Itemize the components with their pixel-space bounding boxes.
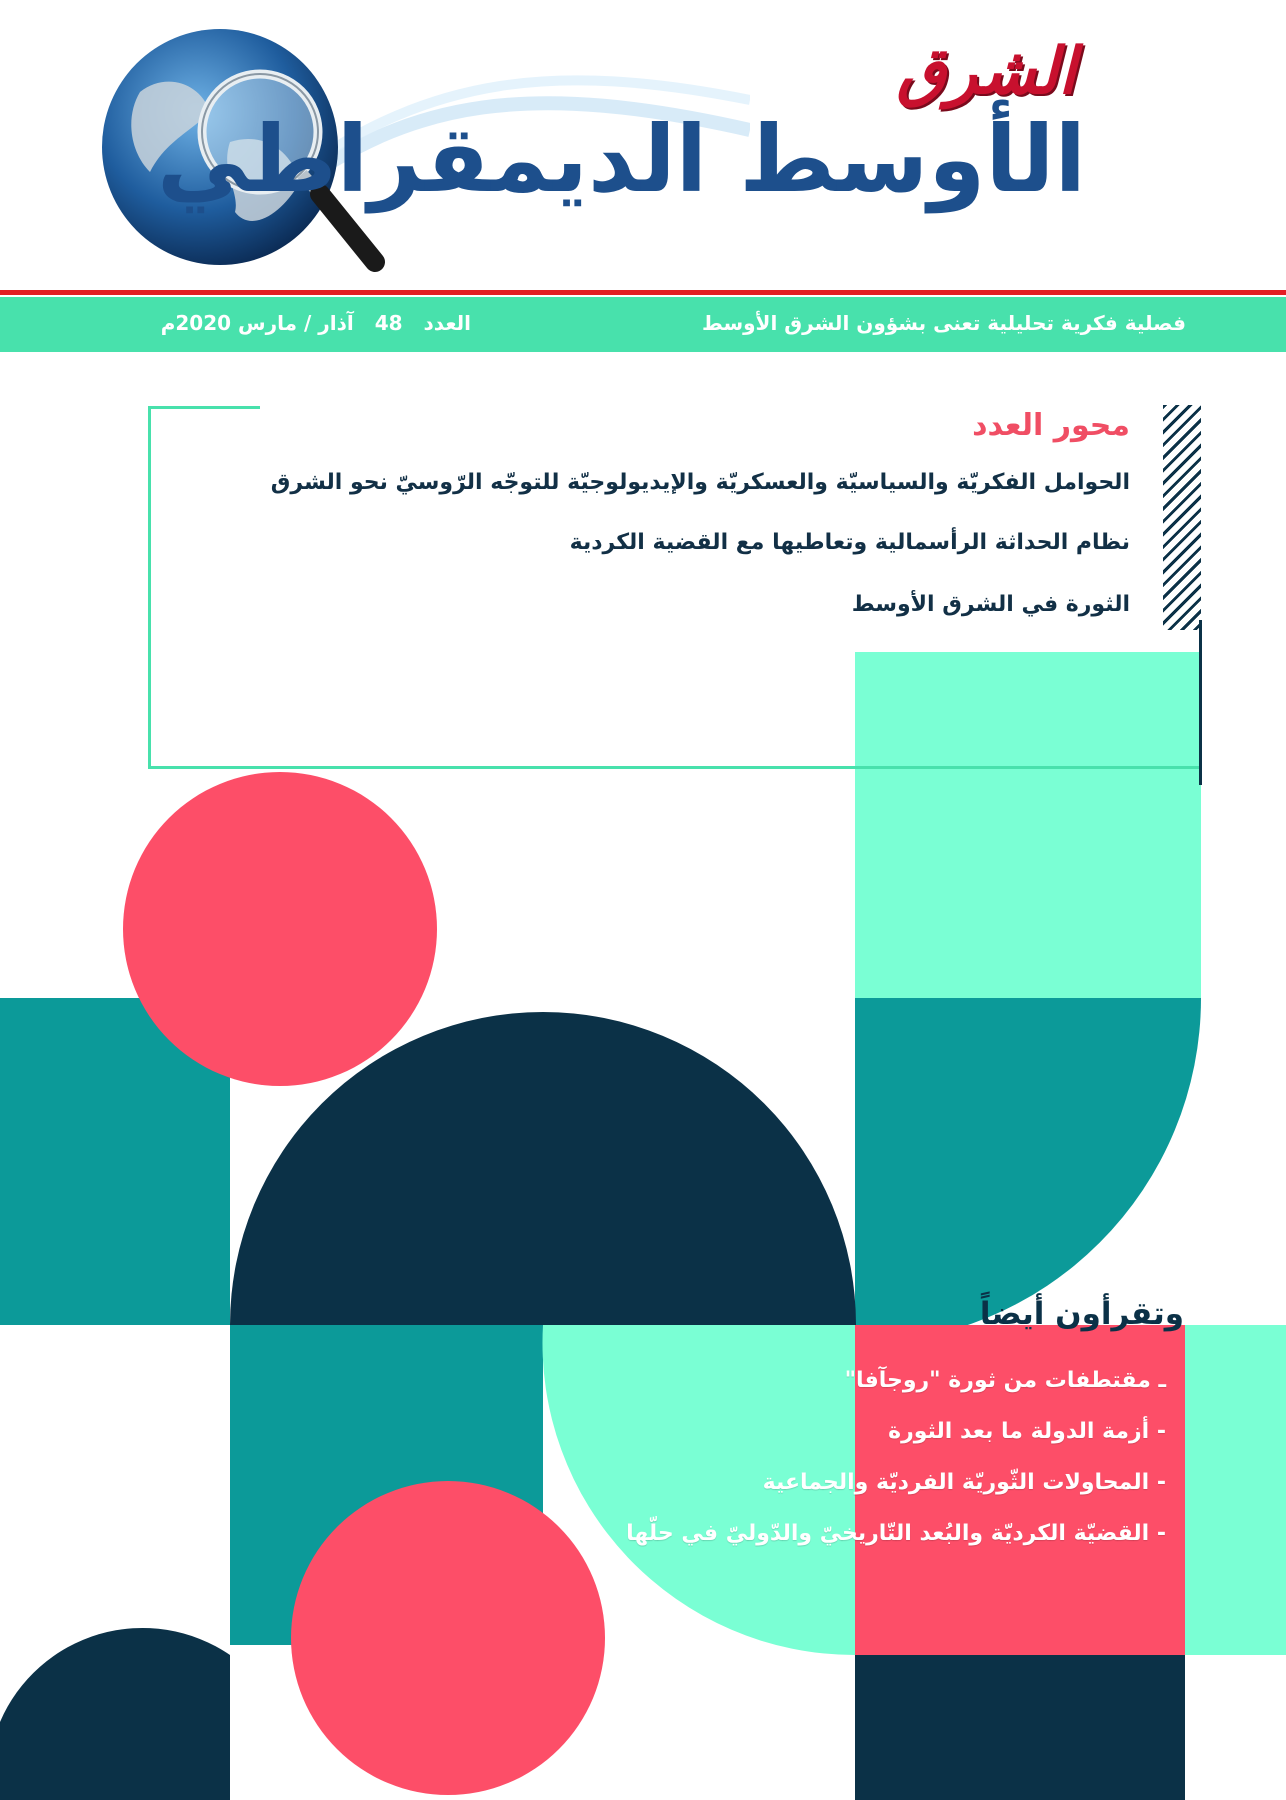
logo-word-sharq: الشرق <box>896 34 1076 109</box>
issue-date: آذار / مارس 2020م <box>160 311 354 335</box>
tagline: فصلية فكرية تحليلية تعنى بشؤون الشرق الأوسط <box>702 311 1186 335</box>
feature-title: محور العدد <box>972 408 1130 443</box>
feature-frame <box>148 406 1201 769</box>
feature-item: الحوامل الفكريّة والسياسيّة والعسكريّة والإيديولوجيّة للتوجّه الرّوسيّ نحو الشرق <box>270 470 1130 495</box>
masthead <box>0 0 1286 290</box>
coral-circle-lower <box>291 1481 605 1795</box>
red-rule <box>0 290 1286 295</box>
frame-vertical-line <box>1199 620 1202 785</box>
also-read-item: ـ مقتطفات من ثورة "روجآفا" <box>844 1368 1166 1393</box>
feature-frame-top <box>148 406 260 409</box>
navy-block-bottom <box>855 1655 1185 1800</box>
issue-number: 48 <box>374 311 403 335</box>
hatched-stripes <box>1163 405 1201 630</box>
also-read-item: - المحاولات الثّوريّة الفرديّة والجماعية <box>762 1470 1166 1495</box>
feature-item: نظام الحداثة الرأسمالية وتعاطيها مع القضية الكردية <box>569 530 1130 555</box>
logo-word-awsat-dimuqrati: الأوسط الديمقراطي <box>157 106 1086 213</box>
feature-item: الثورة في الشرق الأوسط <box>851 592 1130 617</box>
coral-circle-upper <box>123 772 437 1086</box>
teal-arc-right <box>855 998 1201 1344</box>
info-bar <box>0 297 1286 352</box>
navy-quarter-bottom <box>0 1628 230 1800</box>
issue-label: العدد <box>423 311 471 335</box>
also-read-item: - القضيّة الكرديّة والبُعد التّاريخيّ والدّوليّ في حلّها <box>626 1521 1166 1546</box>
also-read-title: وتقرأون أيضاً <box>979 1296 1184 1332</box>
issue-info <box>147 311 471 335</box>
also-read-item: - أزمة الدولة ما بعد الثورة <box>888 1419 1166 1444</box>
also-read-list <box>606 1364 1166 1568</box>
